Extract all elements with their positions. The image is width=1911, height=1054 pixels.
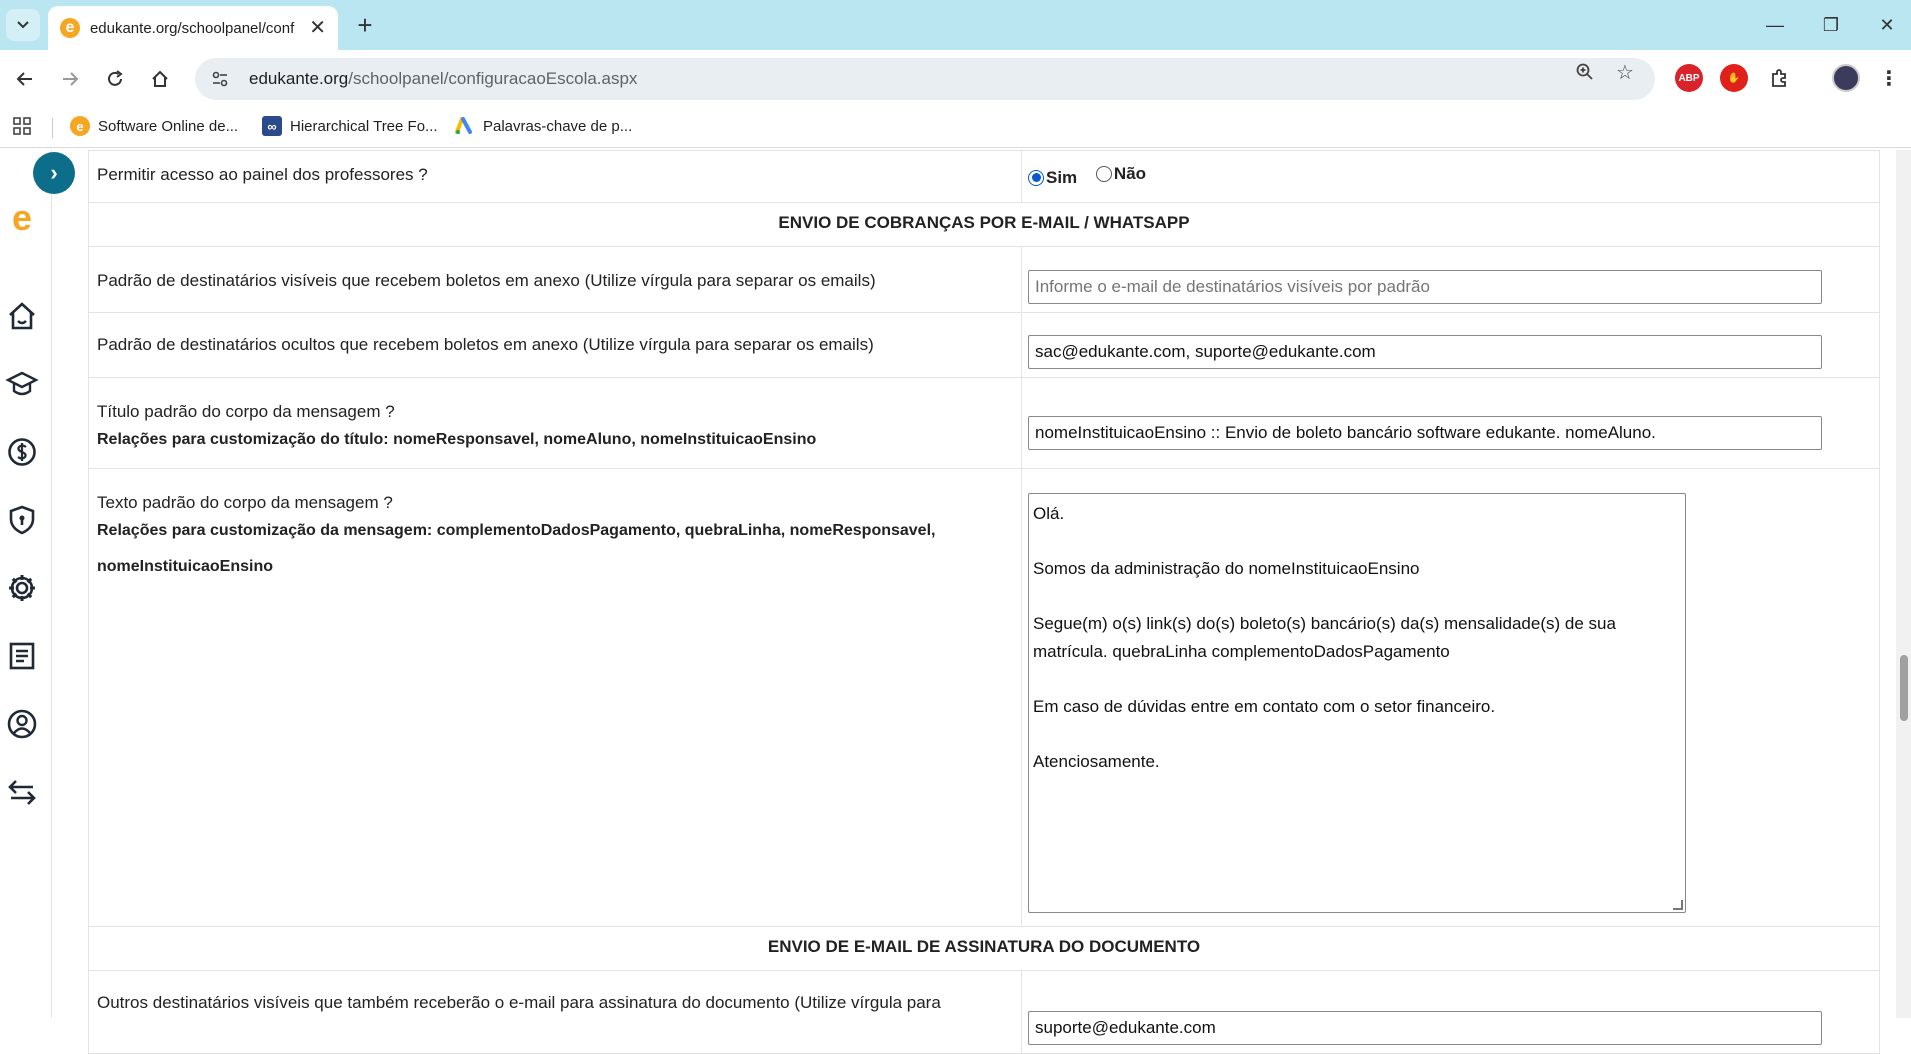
body-line [1033,720,1681,748]
home-button[interactable] [145,64,175,94]
settings-form-area [88,150,1880,1037]
sidebar-expand-button[interactable]: › [33,152,75,194]
site-settings-icon[interactable] [207,66,233,92]
tab-title: edukante.org/schoolpanel/conf [89,19,295,37]
transfer-arrows-icon[interactable] [6,776,38,808]
restore-icon[interactable]: ❐ [1822,14,1840,35]
apps-grid-icon[interactable] [12,116,32,136]
chevron-down-icon [16,18,30,32]
infinity-icon: ∞ [262,116,282,136]
zoom-icon[interactable] [1573,60,1597,84]
app-sidebar [0,150,58,1018]
adblock-extension-icon[interactable]: ABP [1675,64,1703,92]
bookmarks-bar [0,108,1911,148]
section-header-signature [89,927,1880,971]
section-title-signature: ENVIO DE E-MAIL DE ASSINATURA DO DOCUMENTO [89,927,1880,971]
body-line: matrícula. quebraLinha complementoDadosPagamento [1033,641,1450,661]
table-row [89,247,1880,313]
title-hint: Relações para customização do título: nomeResponsavel, nomeAluno, nomeInstituicaoEnsino [97,431,817,448]
browser-toolbar [0,50,1911,108]
bookmark-star-icon[interactable]: ☆ [1616,61,1634,84]
scrollbar-thumb[interactable] [1900,655,1908,721]
settings-table [88,150,1880,1054]
tab-close-icon[interactable]: ✕ [309,17,326,39]
body-line: Em caso de dúvidas entre em contato com o setor financeiro. [1033,696,1496,716]
title-field [1022,378,1880,469]
google-ads-icon [455,116,475,136]
new-tab-button[interactable]: + [357,9,373,40]
visible-recipients-label: Padrão de destinatários visíveis que recebem boletos em anexo (Utilize vírgula para separar os emails) [89,247,1022,313]
body-label-cell [89,469,1022,927]
bookmark-item-palavras-chave[interactable]: Palavras-chave de p... [455,116,632,136]
home-icon[interactable] [6,300,38,332]
body-field [1022,469,1880,927]
reload-button[interactable] [100,64,130,94]
close-window-icon[interactable]: ✕ [1879,14,1895,35]
resize-grip-icon[interactable] [1673,900,1683,910]
extensions-puzzle-icon[interactable] [1765,64,1793,92]
document-list-icon[interactable] [6,640,38,672]
body-hint-line-1: Relações para customização da mensagem: complementoDadosPagamento, quebraLinha, nomeResponsavel, [97,522,936,539]
minimize-icon[interactable]: — [1766,14,1784,35]
section-title-billing: ENVIO DE COBRANÇAS POR E-MAIL / WHATSAPP [89,203,1880,247]
radio-unchecked-icon [1096,166,1112,182]
address-bar[interactable] [195,58,1655,100]
finance-coin-icon[interactable] [6,436,38,468]
hidden-recipients-field [1022,313,1880,378]
graduation-cap-icon[interactable] [6,368,38,400]
bookmarks-divider [52,118,53,138]
table-row [89,469,1880,927]
body-line: Somos da administração do nomeInstituicaoEnsino [1033,559,1420,578]
edukante-icon: e [70,116,90,136]
stop-hand-extension-icon[interactable]: ✋ [1720,64,1748,92]
bookmark-item-software-online[interactable]: e Software Online de... [70,116,238,136]
hidden-recipients-label: Padrão de destinatários ocultos que recebem boletos em anexo (Utilize vírgula para separar os emails) [89,313,1022,378]
radio-checked-icon [1028,170,1044,186]
page-scrollbar[interactable] [1896,150,1911,1018]
body-line [1033,528,1681,556]
radio-yes[interactable]: Sim [1028,168,1077,188]
back-button[interactable] [10,64,40,94]
forward-button[interactable] [55,64,85,94]
body-line: Olá. [1033,504,1065,523]
body-hint-line-2: nomeInstituicaoEnsino [97,558,274,575]
browser-tab-bar [0,0,1911,50]
body-label: Texto padrão do corpo da mensagem ? [97,493,393,512]
other-recipients-label: Outros destinatários visíveis que também receberão o e-mail para assinatura do documento (Utilize vírgula para [89,971,1022,1054]
shield-icon[interactable] [6,504,38,536]
user-profile-icon[interactable] [6,708,38,740]
edukante-favicon-icon: e [60,18,80,38]
bookmark-item-hierarchical-tree[interactable]: ∞ Hierarchical Tree Fo... [262,116,438,136]
title-label-cell [89,378,1022,469]
browser-tab-active[interactable] [48,6,338,50]
url-text: edukante.org/schoolpanel/configuracaoEscola.aspx [249,69,638,88]
reload-icon [105,69,125,89]
section-header-billing [89,203,1880,247]
profile-avatar[interactable] [1832,64,1860,92]
other-recipients-input[interactable]: suporte@edukante.com [1028,1011,1822,1045]
body-line [1033,583,1681,611]
arrow-left-icon [15,69,35,89]
professor-access-field [1022,151,1880,203]
home-icon [150,69,170,89]
edukante-logo-icon[interactable]: e [11,197,33,238]
hidden-recipients-input[interactable]: sac@edukante.com, suporte@edukante.com [1028,335,1822,369]
gear-icon[interactable] [6,572,38,604]
table-row [89,313,1880,378]
table-row [89,378,1880,469]
table-row [89,971,1880,1054]
radio-no[interactable]: Não [1096,164,1146,184]
body-line: Atenciosamente. [1033,751,1160,771]
title-label: Título padrão do corpo da mensagem ? [97,402,395,421]
professor-access-label: Permitir acesso ao painel dos professores ? [89,151,1022,203]
other-recipients-field [1022,971,1880,1054]
body-line: Segue(m) o(s) link(s) do(s) boleto(s) bancário(s) da(s) mensalidade(s) de sua [1033,614,1616,633]
visible-recipients-input[interactable]: Informe o e-mail de destinatários visíveis por padrão [1028,270,1822,304]
arrow-right-icon [60,69,80,89]
body-line [1033,665,1681,693]
title-input[interactable]: nomeInstituicaoEnsino :: Envio de boleto bancário software edukante. nomeAluno. [1028,416,1822,450]
visible-recipients-field [1022,247,1880,313]
browser-menu-icon[interactable]: ⋮ [1879,67,1899,90]
table-row [89,151,1880,203]
body-textarea[interactable] [1028,493,1686,913]
tab-search-button[interactable] [6,9,40,41]
